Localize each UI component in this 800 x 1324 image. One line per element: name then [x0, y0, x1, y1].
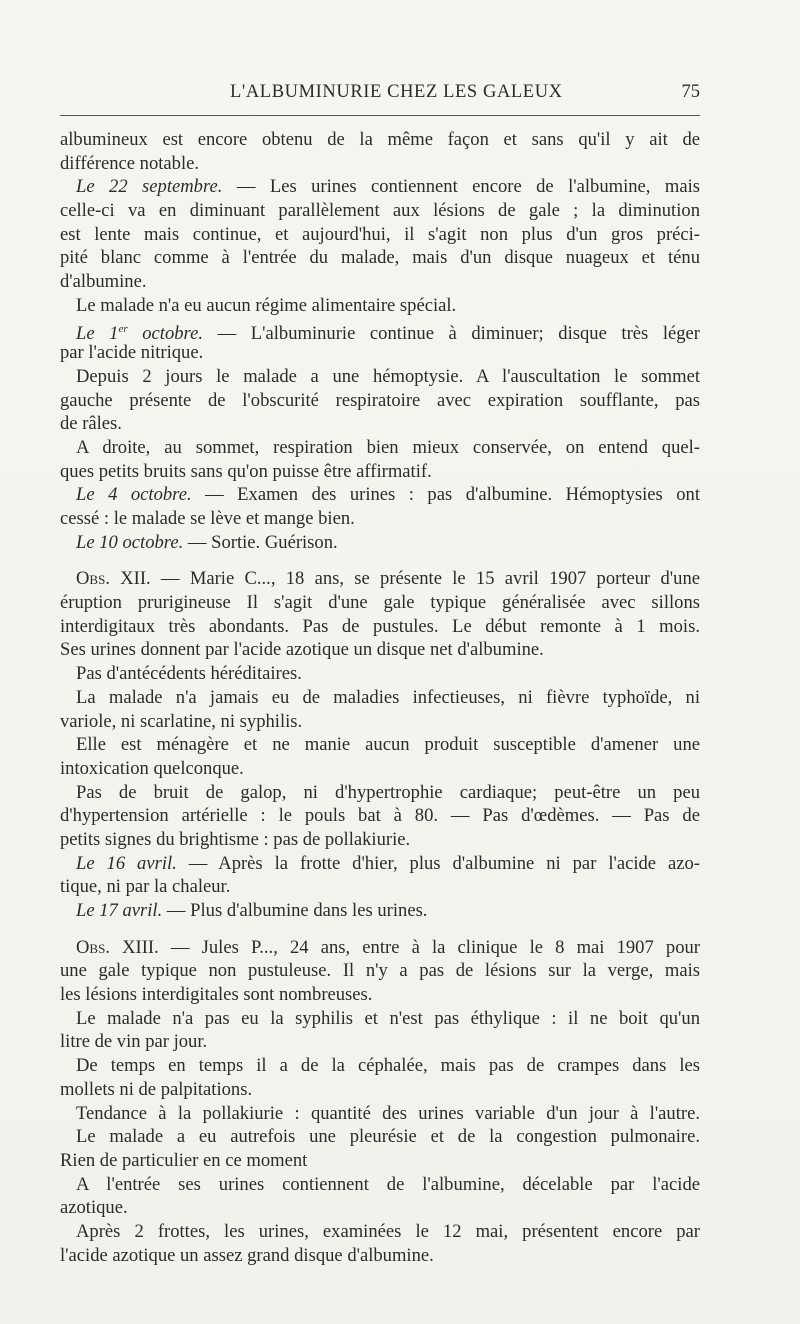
text-line: Obs. XII. — Marie C..., 18 ans, se présente le 15 avril 1907 porteur d'une [76, 568, 700, 590]
text-line: Obs. XIII. — Jules P..., 24 ans, entre à la clinique le 8 mai 1907 pour [76, 936, 700, 958]
running-title: L'ALBUMINURIE CHEZ LES GALEUX [230, 82, 563, 102]
text-line: pité blanc comme à l'entrée du malade, mais d'un disque nuageux et ténu [60, 247, 700, 269]
text-line: par l'acide nitrique. [60, 342, 204, 364]
text-line: albumineux est encore obtenu de la même façon et sans qu'il y ait de [60, 129, 700, 150]
text-line: Pas de bruit de galop, ni d'hypertrophie cardiaque; peut-être un peu [76, 781, 700, 803]
text-line: Le 22 septembre. — Les urines contiennent encore de l'albumine, mais [76, 176, 700, 198]
text-line: d'hypertension artérielle : le pouls bat à 80. — Pas d'œdèmes. — Pas de [60, 805, 700, 827]
text-line: La malade n'a jamais eu de maladies infectieuses, ni fièvre typhoïde, ni [76, 686, 700, 708]
text-line: petits signes du brightisme : pas de pollakiurie. [60, 828, 411, 850]
text-line: variole, ni scarlatine, ni syphilis. [60, 710, 303, 732]
text-line: de râles. [60, 413, 122, 435]
text-line: cessé : le malade se lève et mange bien. [60, 508, 355, 529]
text-line: azotique. [60, 1197, 128, 1219]
header-rule [60, 115, 700, 116]
text-line: est lente mais continue, et aujourd'hui, il s'agit non plus d'un gros préci- [60, 223, 700, 245]
text-line: les lésions interdigitales sont nombreuses. [60, 984, 373, 1006]
text-line: l'acide azotique un assez grand disque d'albumine. [60, 1244, 434, 1266]
text-line: Le 4 octobre. — Examen des urines : pas d'albumine. Hémoptysies ont [76, 484, 700, 506]
text-line: ques petits bruits sans qu'on puisse être affirmatif. [60, 460, 432, 482]
text-line: A droite, au sommet, respiration bien mieux conservée, on entend quel- [76, 436, 700, 458]
text-line: Pas d'antécédents héréditaires. [76, 663, 302, 685]
text-line: Elle est ménagère et ne manie aucun produit susceptible d'amener une [76, 734, 700, 756]
running-head [60, 82, 700, 110]
text-line: gauche présente de l'obscurité respiratoire avec expiration soufflante, pas [60, 389, 700, 411]
text-line: litre de vin par jour. [60, 1031, 208, 1053]
text-line: d'albumine. [60, 271, 147, 293]
text-line: De temps en temps il a de la céphalée, mais pas de crampes dans les [76, 1055, 700, 1077]
text-line: Le 16 avril. — Après la frotte d'hier, plus d'albumine ni par l'acide azo- [76, 852, 700, 874]
text-line: Tendance à la pollakiurie : quantité des urines variable d'un jour à l'autre. [76, 1102, 700, 1124]
text-line: différence notable. [60, 152, 200, 174]
text-line: A l'entrée ses urines contiennent de l'albumine, décelable par l'acide [76, 1173, 700, 1195]
text-line: Le malade n'a pas eu la syphilis et n'est pas éthylique : il ne boit qu'un [76, 1007, 700, 1029]
text-line: une gale typique non pustuleuse. Il n'y a pas de lésions sur la verge, mais [60, 960, 700, 982]
text-line: celle-ci va en diminuant parallèlement aux lésions de gale ; la diminution [60, 200, 700, 222]
text-line: intoxication quelconque. [60, 757, 244, 779]
paragraph-gap [60, 923, 700, 936]
text-line: éruption prurigineuse Il s'agit d'une gale typique généralisée avec sillons [60, 592, 700, 614]
text-line: Après 2 frottes, les urines, examinées le 12 mai, présentent encore par [76, 1220, 700, 1242]
text-line: mollets ni de palpitations. [60, 1078, 253, 1100]
text-line: Rien de particulier en ce moment [60, 1149, 308, 1171]
text-line: Ses urines donnent par l'acide azotique un disque net d'albumine. [60, 639, 544, 661]
page-number: 75 [681, 82, 700, 102]
text-line: Le 17 avril. — Plus d'albumine dans les urines. [76, 900, 428, 921]
text-line: Depuis 2 jours le malade a une hémoptysie. A l'auscultation le sommet [76, 365, 700, 387]
text-line: interdigitaux très abondants. Pas de pustules. Le début remonte à 1 mois. [60, 615, 700, 637]
paragraph-gap [60, 554, 700, 567]
text-line: Le malade a eu autrefois une pleurésie et de la congestion pulmonaire. [76, 1126, 700, 1148]
body-text [60, 128, 700, 1267]
text-line: Le 10 octobre. — Sortie. Guérison. [76, 531, 338, 553]
text-line: Le 1er octobre. — L'albuminurie continue à diminuer; disque très léger [76, 322, 701, 344]
text-line: Le malade n'a eu aucun régime alimentaire spécial. [76, 294, 457, 316]
text-line: tique, ni par la chaleur. [60, 876, 231, 898]
